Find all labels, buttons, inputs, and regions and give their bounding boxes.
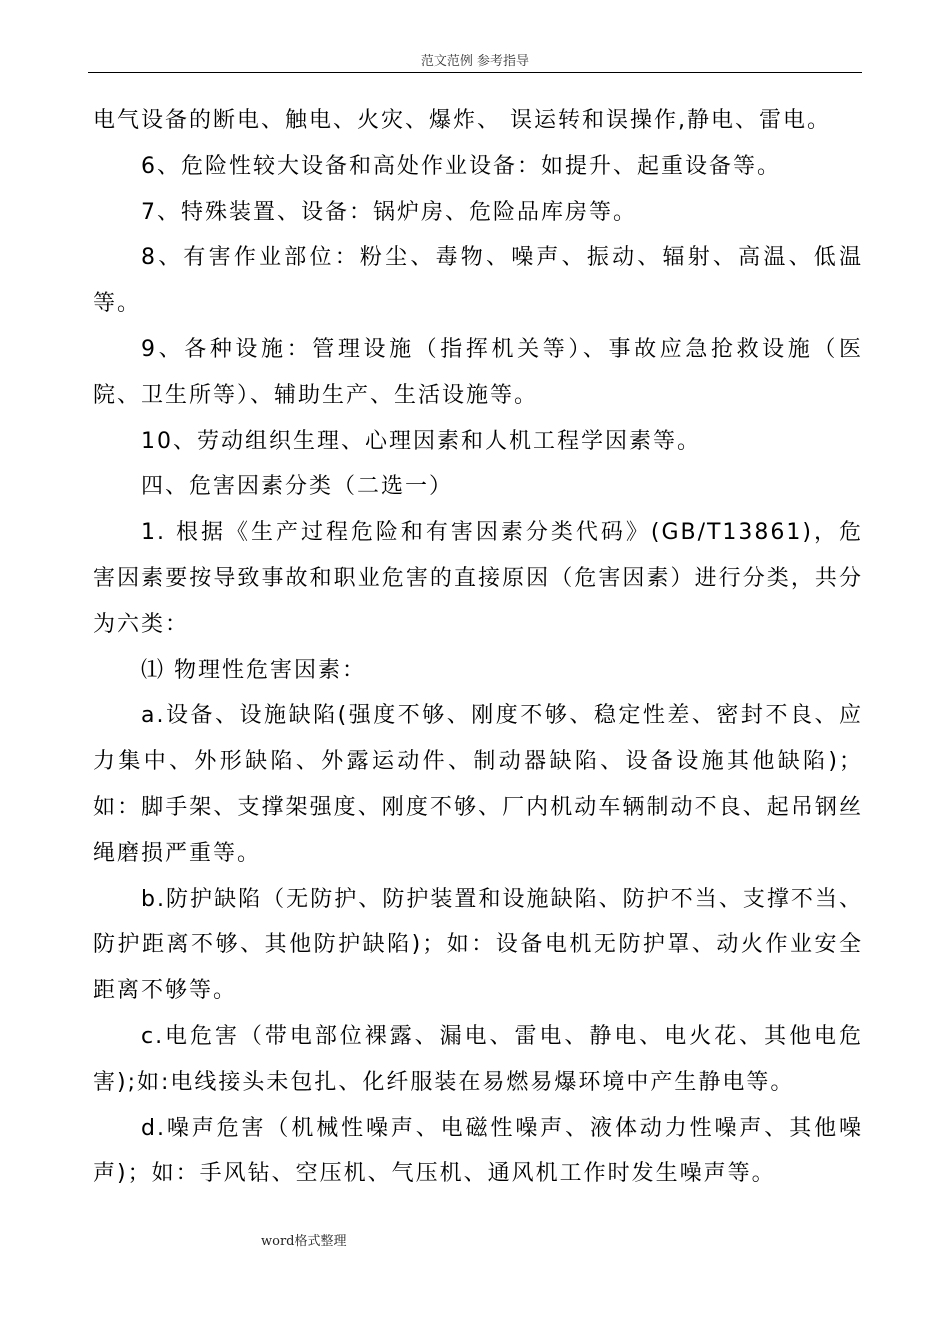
paragraph-item-9: 9、各种设施：管理设施（指挥机关等）、事故应急抢救设施（医院、卫生所等）、辅助生产、生活设施等。 — [93, 336, 863, 408]
paragraph-item-b: b.防护缺陷（无防护、防护装置和设施缺陷、防护不当、支撑不当、防护距离不够、其他防护缺陷)；如：设备电机无防护罩、动火作业安全距离不够等。 — [93, 886, 863, 1004]
document-body — [93, 98, 863, 1197]
paragraph-item-8: 8、有害作业部位：粉尘、毒物、噪声、振动、辐射、高温、低温等。 — [93, 245, 863, 317]
paragraph-item-a: a.设备、设施缺陷(强度不够、刚度不够、稳定性差、密封不良、应力集中、外形缺陷、外露运动件、制动器缺陷、设备设施其他缺陷)；如：脚手架、支撑架强度、刚度不够、厂内机动车辆制动不良、起吊钢丝绳磨损严重等。 — [93, 703, 863, 866]
paragraph-item-d: d.噪声危害（机械性噪声、电磁性噪声、液体动力性噪声、其他噪声)；如：手风钻、空压机、气压机、通风机工作时发生噪声等。 — [93, 1115, 863, 1187]
paragraph-classification-intro: 1. 根据《生产过程危险和有害因素分类代码》(GB/T13861)，危害因素要按导致事故和职业危害的直接原因（危害因素）进行分类，共分为六类： — [93, 520, 863, 637]
paragraph-item-7: 7、特殊装置、设备：锅炉房、危险品库房等。 — [141, 199, 637, 225]
paragraph-item-c: c.电危害（带电部位裸露、漏电、雷电、静电、电火花、其他电危害);如:电线接头未包扎、化纤服装在易燃易爆环境中产生静电等。 — [93, 1023, 863, 1095]
header-divider — [88, 72, 862, 73]
page-footer: word格式整理 — [261, 1234, 347, 1249]
section-heading-4: 四、危害因素分类（二选一） — [141, 474, 454, 500]
page-header: 范文范例 参考指导 — [420, 54, 530, 69]
paragraph-electrical-hazards: 电气设备的断电、触电、火灾、爆炸、 误运转和误操作,静电、雷电。 — [93, 108, 831, 133]
paragraph-item-6: 6、危险性较大设备和高处作业设备：如提升、起重设备等。 — [141, 153, 781, 179]
subheading-physical-hazards: ⑴ 物理性危害因素： — [141, 657, 366, 683]
paragraph-item-10: 10、劳动组织生理、心理因素和人机工程学因素等。 — [141, 428, 701, 454]
